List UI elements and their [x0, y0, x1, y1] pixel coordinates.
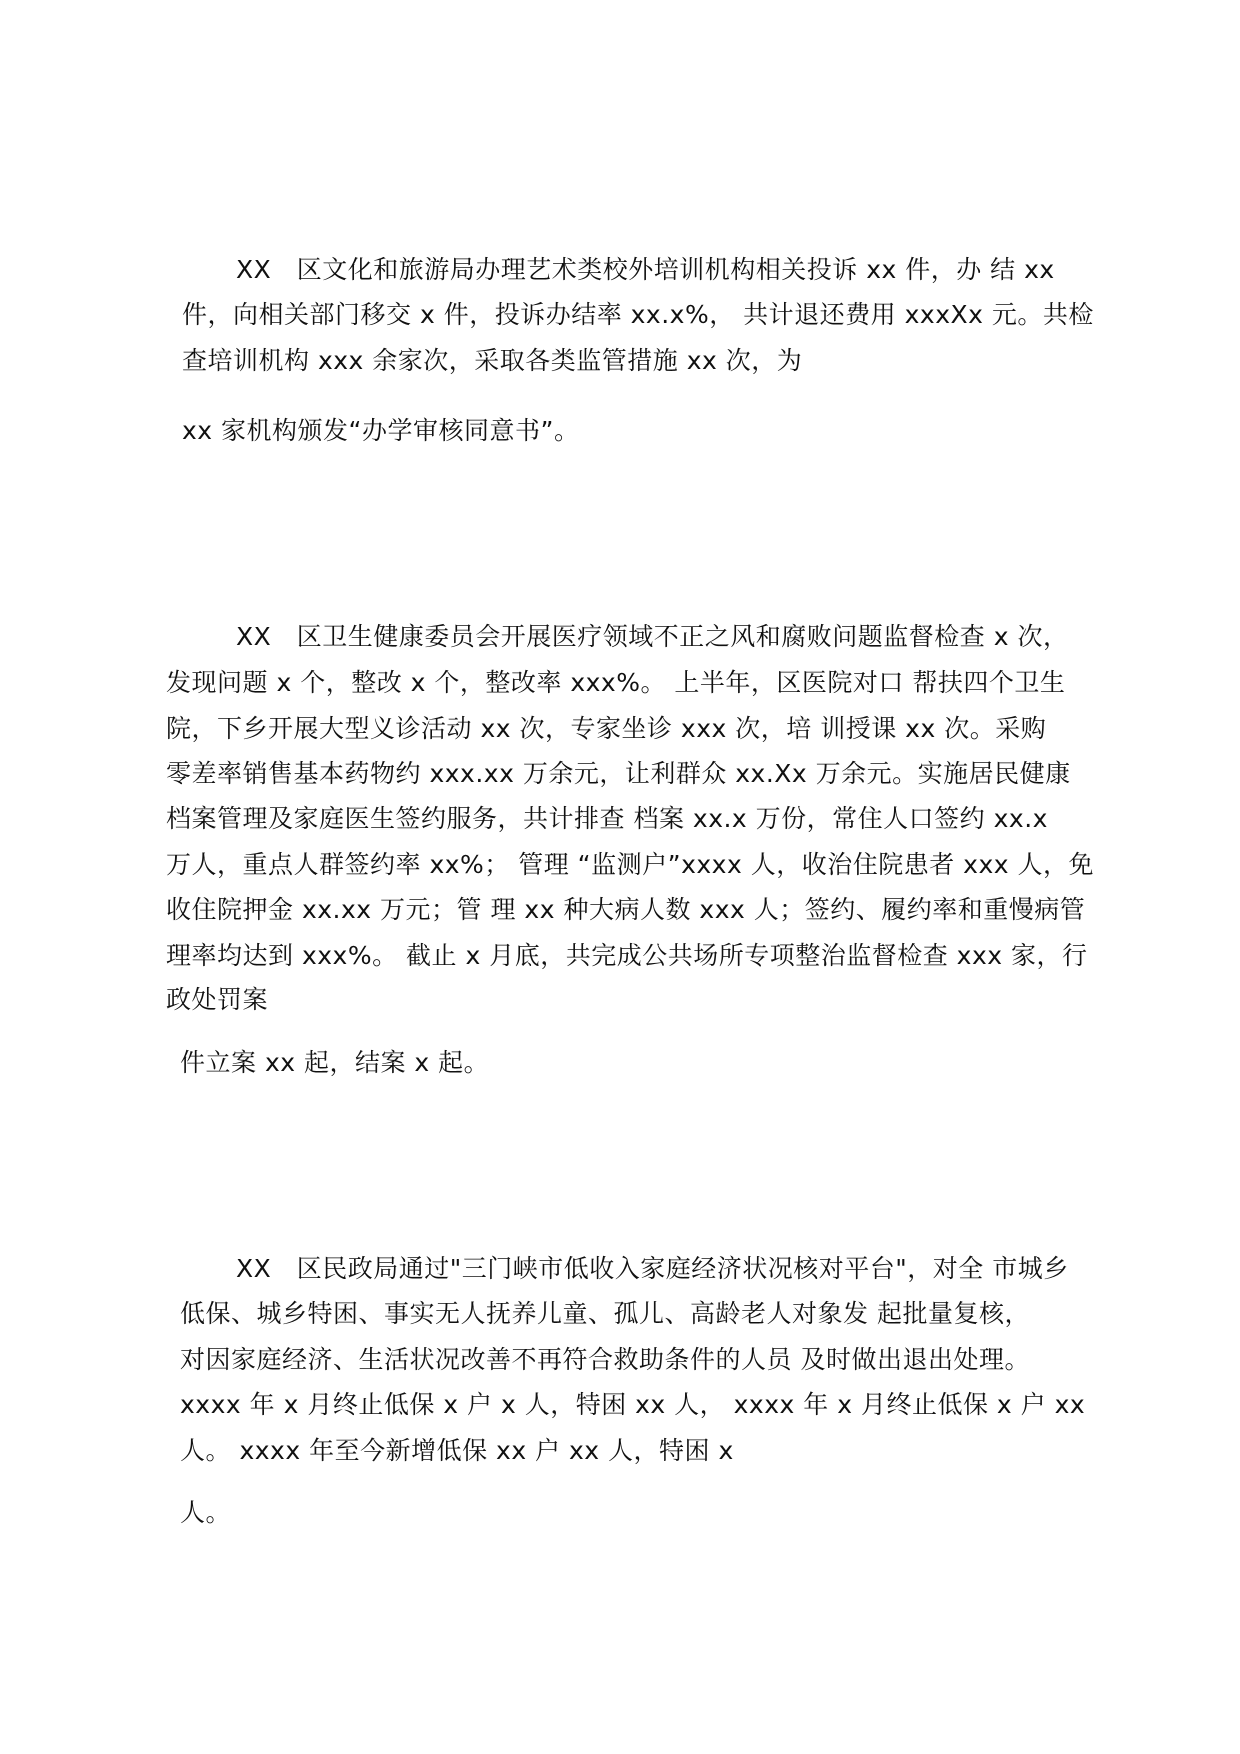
paragraph-3-line-4: xxxx 年 x 月终止低保 x 户 x 人，特困 xx 人， xxxx 年 x 月终止低保 x 户 xx	[180, 1390, 1086, 1419]
paragraph-2-line-4: 零差率销售基本药物约 xxx.xx 万余元，让利群众 xx.Xx 万余元。实施居民健康	[166, 759, 1071, 788]
paragraph-2-line-6: 万人，重点人群签约率 xx%； 管理 “监测户”xxxx 人，收治住院患者 xxx 人，免	[166, 850, 1094, 879]
paragraph-2-line-3: 院，下乡开展大型义诊活动 xx 次，专家坐诊 xxx 次，培 训授课 xx 次。采购	[166, 714, 1047, 743]
paragraph-2-line-10: 件立案 xx 起，结案 x 起。	[180, 1048, 490, 1077]
paragraph-1-line-1: XX 区文化和旅游局办理艺术类校外培训机构相关投诉 xx 件，办 结 xx	[236, 255, 1055, 284]
paragraph-3-line-2: 低保、城乡特困、事实无人抚养儿童、孤儿、高龄老人对象发 起批量复核，	[180, 1299, 1030, 1328]
paragraph-3-line-6: 人。	[180, 1498, 232, 1527]
paragraph-3-line-1: XX 区民政局通过"三门峡市低收入家庭经济状况核对平台"，对全 市城乡	[236, 1254, 1069, 1283]
paragraph-1-line-2: 件，向相关部门移交 x 件，投诉办结率 xx.x%， 共计退还费用 xxxXx 元。共检	[182, 300, 1094, 329]
paragraph-1-line-4: xx 家机构颁发“办学审核同意书”。	[182, 416, 580, 445]
paragraph-3-line-3: 对因家庭经济、生活状况改善不再符合救助条件的人员 及时做出退出处理。	[180, 1345, 1030, 1374]
paragraph-2-line-5: 档案管理及家庭医生签约服务，共计排查 档案 xx.x 万份，常住人口签约 xx.x	[166, 804, 1048, 833]
paragraph-2-line-9: 政处罚案	[166, 985, 269, 1014]
paragraph-2-line-8: 理率均达到 xxx%。 截止 x 月底，共完成公共场所专项整治监督检查 xxx 家，行	[166, 941, 1088, 970]
paragraph-1-line-3: 查培训机构 xxx 余家次，采取各类监管措施 xx 次，为	[182, 346, 803, 375]
paragraph-3-line-5: 人。 xxxx 年至今新增低保 xx 户 xx 人，特困 x	[180, 1436, 734, 1465]
paragraph-2-line-7: 收住院押金 xx.xx 万元；管 理 xx 种大病人数 xxx 人；签约、履约率和重慢病管	[166, 895, 1086, 924]
paragraph-2-line-1: XX 区卫生健康委员会开展医疗领域不正之风和腐败问题监督检查 x 次，	[236, 622, 1069, 651]
paragraph-2-line-2: 发现问题 x 个，整改 x 个，整改率 xxx%。 上半年，区医院对口 帮扶四个卫生	[166, 668, 1066, 697]
